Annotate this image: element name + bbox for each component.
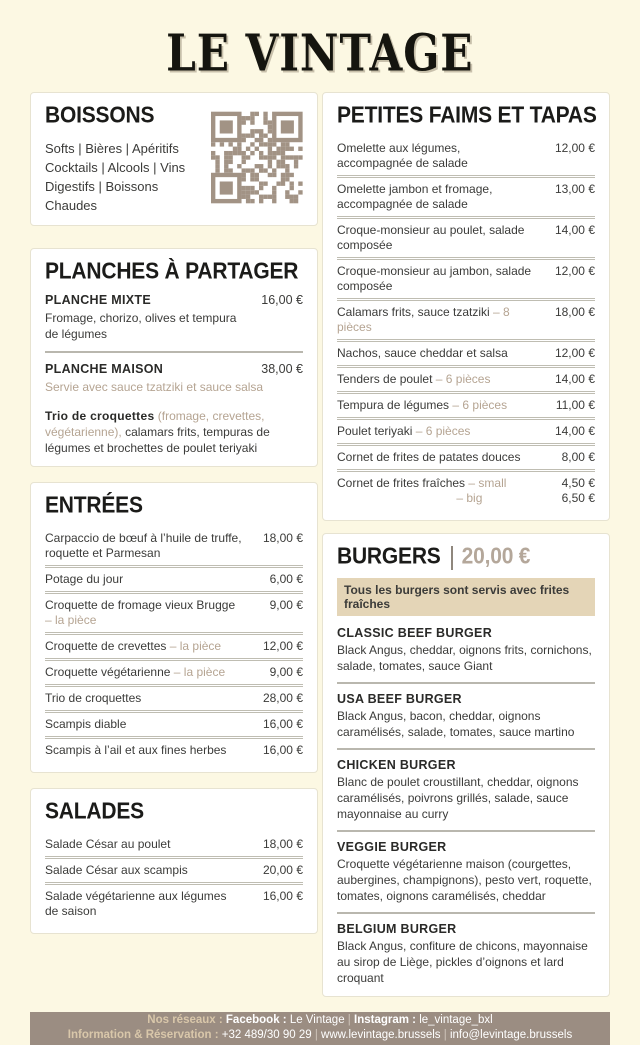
salade-item-row: [45, 833, 303, 859]
footer-segment: Facebook :: [225, 1014, 290, 1026]
tapas-item-row: [337, 178, 595, 219]
planche-maison-row: [45, 362, 303, 377]
item-price: 8,00 €: [561, 450, 595, 464]
footer-segment: info@levintage.brussels: [449, 1029, 573, 1041]
item-price: 14,00 €: [554, 424, 595, 438]
item-price: 11,00 €: [555, 398, 595, 412]
tapas-item-row: [337, 394, 595, 420]
item-price: 12,00 €: [262, 639, 303, 653]
entree-item-row: [45, 635, 303, 661]
footer-segment: le_vintage_bxl: [419, 1014, 493, 1026]
burger-name: USA BEEF BURGER: [337, 692, 462, 706]
boissons-body: [45, 137, 303, 215]
right-column: [322, 92, 610, 997]
item-qualifier: – 6 pièces: [452, 398, 508, 412]
entree-item-row: [45, 713, 303, 739]
divider: [337, 830, 595, 832]
item-name: Croquette de fromage vieux Brugge – la pièce: [45, 598, 236, 627]
item-price: 18,00 €: [262, 837, 303, 851]
entree-item-row: [45, 739, 303, 762]
item-price: 14,00 €: [554, 223, 595, 237]
item-name: Trio de croquettes: [45, 691, 142, 705]
burger-name: CLASSIC BEEF BURGER: [337, 626, 493, 640]
section-burgers: [322, 533, 610, 997]
entrees-title: ENTRÉES: [45, 492, 143, 518]
burger-item: [337, 840, 595, 904]
burger-item: [337, 758, 595, 822]
tapas-item-row: [337, 368, 595, 394]
planche-maison-price: 38,00 €: [261, 362, 303, 376]
item-name: Tempura de légumes – 6 pièces: [337, 398, 508, 412]
item-name: Carpaccio de bœuf à l’huile de truffe, roquette et Parmesan: [45, 531, 242, 560]
item-qualifier: – la pièce: [173, 665, 226, 679]
boissons-category-line: Softs | Bières | Apéritifs: [45, 141, 179, 156]
page-title: LE VINTAGE: [166, 24, 474, 84]
footer-segment: |: [440, 1029, 450, 1041]
item-name: Omelette jambon et fromage, accompagnée de salade: [337, 182, 493, 211]
burgers-heading: [337, 543, 595, 570]
item-name: Salade végétarienne aux légumes de saison: [45, 889, 227, 918]
item-price: 9,00 €: [269, 665, 303, 679]
salade-item-row: [45, 859, 303, 885]
item-price-secondary: 6,50 €: [561, 491, 595, 505]
vertical-divider: [451, 546, 453, 570]
item-price: 6,00 €: [269, 572, 303, 586]
footer-segment: +32 489/30 90 29: [221, 1029, 312, 1041]
burger-name: BELGIUM BURGER: [337, 922, 457, 936]
divider: [337, 748, 595, 750]
item-price: 16,00 €: [262, 717, 303, 731]
header: [0, 0, 640, 92]
footer-segment: Nos réseaux :: [147, 1014, 226, 1026]
left-column: [30, 92, 318, 934]
burger-desc: Black Angus, confiture de chicons, mayonnaise au sirop de Liège, pickles d’oignons et lard croquant: [337, 939, 588, 985]
item-qualifier: – 8 pièces: [337, 305, 510, 334]
planches-title: PLANCHES À PARTAGER: [45, 258, 299, 284]
footer-segment: Instagram :: [354, 1014, 420, 1026]
tapas-item-row: [337, 301, 595, 342]
footer-social-line: [30, 1013, 610, 1028]
burger-desc: Black Angus, cheddar, oignons frits, cornichons, salade, tomates, sauce Giant: [337, 643, 592, 673]
section-tapas: [322, 92, 610, 521]
tapas-item-row: [337, 446, 595, 472]
entree-item-row: [45, 687, 303, 713]
burger-desc: Blanc de poulet croustillant, cheddar, oignons caramélisés, poivrons grillés, salade, sauce mayonnaise au curry: [337, 775, 579, 821]
entree-item-row: [45, 594, 303, 635]
item-price: 12,00 €: [554, 346, 595, 360]
item-price: 18,00 €: [554, 305, 595, 319]
planche-maison-desc-muted: (fromage, crevettes, végétarienne),: [45, 409, 265, 439]
footer-segment: |: [344, 1014, 354, 1026]
tapas-item-row: [337, 260, 595, 301]
planche-maison-name: PLANCHE MAISON: [45, 362, 164, 376]
item-price: 13,00 €: [554, 182, 595, 196]
qr-code-icon: [211, 111, 303, 204]
divider: [45, 351, 303, 353]
salade-item-row: [45, 885, 303, 923]
footer: [30, 1012, 610, 1045]
planche-maison-desc: [45, 408, 303, 456]
tapas-item-row: [337, 472, 595, 510]
planche-maison-desc-rest: calamars frits, tempuras de légumes et brochettes de poulet teriyaki: [45, 425, 270, 455]
item-name: Scampis diable: [45, 717, 127, 731]
entree-item-row: [45, 661, 303, 687]
item-price: 16,00 €: [262, 889, 303, 903]
footer-segment: Le Vintage: [289, 1014, 345, 1026]
footer-segment: |: [311, 1029, 322, 1041]
planche-maison-desc-bold: Trio de croquettes: [45, 409, 155, 423]
salades-list: [45, 833, 303, 923]
burger-desc: Black Angus, bacon, cheddar, oignons caramélisés, salade, tomates, sauce martino: [337, 709, 575, 739]
section-entrees: [30, 482, 318, 773]
tapas-item-row: [337, 420, 595, 446]
footer-contact-line: [30, 1028, 610, 1043]
divider: [337, 682, 595, 684]
burger-item: [337, 692, 595, 740]
item-name: Salade César aux scampis: [45, 863, 188, 877]
item-name: Calamars frits, sauce tzatziki – 8 pièces: [337, 305, 510, 334]
item-name: Croque-monsieur au poulet, salade composée: [337, 223, 525, 252]
planche-mixte-price: 16,00 €: [261, 293, 303, 307]
item-name: Salade César au poulet: [45, 837, 171, 851]
burgers-banner: Tous les burgers sont servis avec frites fraîches: [337, 578, 595, 616]
item-name: Nachos, sauce cheddar et salsa: [337, 346, 508, 360]
item-name: Potage du jour: [45, 572, 124, 586]
item-price: 16,00 €: [262, 743, 303, 757]
item-price: 14,00 €: [554, 372, 595, 386]
tapas-title: PETITES FAIMS ET TAPAS: [337, 102, 597, 128]
item-qualifier: – la pièce: [169, 639, 222, 653]
item-price: 28,00 €: [262, 691, 303, 705]
planche-mixte-row: [45, 293, 303, 308]
section-salades: [30, 788, 318, 934]
item-price: 20,00 €: [262, 863, 303, 877]
tapas-item-row: [337, 342, 595, 368]
item-price: 12,00 €: [554, 264, 595, 278]
burger-name: VEGGIE BURGER: [337, 840, 447, 854]
tapas-item-row: [337, 219, 595, 260]
section-planches: [30, 248, 318, 467]
menu-columns: [0, 92, 640, 997]
item-qualifier: – la pièce: [45, 613, 97, 627]
item-name: Croquette végétarienne – la pièce: [45, 665, 226, 679]
item-qualifier-secondary: – big: [456, 491, 483, 505]
planche-mixte-desc: Fromage, chorizo, olives et tempura de légumes: [45, 311, 237, 341]
planche-maison-subtitle: Servie avec sauce tzatziki et sauce salsa: [45, 380, 264, 394]
item-name: Poulet teriyaki – 6 pièces: [337, 424, 471, 438]
item-qualifier: – small: [468, 476, 507, 490]
boissons-title: BOISSONS: [45, 102, 155, 128]
item-name: Croque-monsieur au jambon, salade composée: [337, 264, 532, 293]
burger-name: CHICKEN BURGER: [337, 758, 456, 772]
burgers-list: [337, 626, 595, 986]
entrees-list: [45, 527, 303, 762]
item-price: 12,00 €: [554, 141, 595, 155]
burgers-title: BURGERS: [337, 543, 441, 569]
item-name: Cornet de frites fraîches – small – big: [337, 476, 507, 505]
tapas-item-row: [337, 137, 595, 178]
item-price: 18,00 €: [262, 531, 303, 545]
item-name: Croquette de crevettes – la pièce: [45, 639, 222, 653]
item-name: Cornet de frites de patates douces: [337, 450, 521, 464]
item-qualifier: – 6 pièces: [435, 372, 491, 386]
burger-item: [337, 626, 595, 674]
entree-item-row: [45, 527, 303, 568]
item-name: Scampis à l’ail et aux fines herbes: [45, 743, 227, 757]
section-boissons: [30, 92, 318, 226]
salades-title: SALADES: [45, 798, 144, 824]
planche-mixte-name: PLANCHE MIXTE: [45, 293, 151, 307]
footer-segment: Information & Réservation :: [67, 1029, 222, 1041]
footer-segment: www.levintage.brussels: [321, 1029, 441, 1041]
burgers-price: 20,00 €: [461, 543, 531, 569]
burger-desc: Croquette végétarienne maison (courgettes, aubergines, champignons), pesto vert, roquette, tomates, oignons caramélisés, cheddar: [337, 857, 592, 903]
entree-item-row: [45, 568, 303, 594]
item-name: Omelette aux légumes, accompagnée de salade: [337, 141, 468, 170]
item-price: 9,00 €: [269, 598, 303, 612]
item-price: 4,50 € 6,50 €: [561, 476, 595, 505]
item-qualifier: – 6 pièces: [415, 424, 471, 438]
divider: [337, 912, 595, 914]
boissons-category-line: Digestifs | Boissons Chaudes: [45, 179, 159, 213]
item-name: Tenders de poulet – 6 pièces: [337, 372, 491, 386]
boissons-category-line: Cocktails | Alcools | Vins: [45, 160, 186, 175]
boissons-categories: [45, 139, 211, 215]
burger-item: [337, 922, 595, 986]
tapas-list: [337, 137, 595, 510]
